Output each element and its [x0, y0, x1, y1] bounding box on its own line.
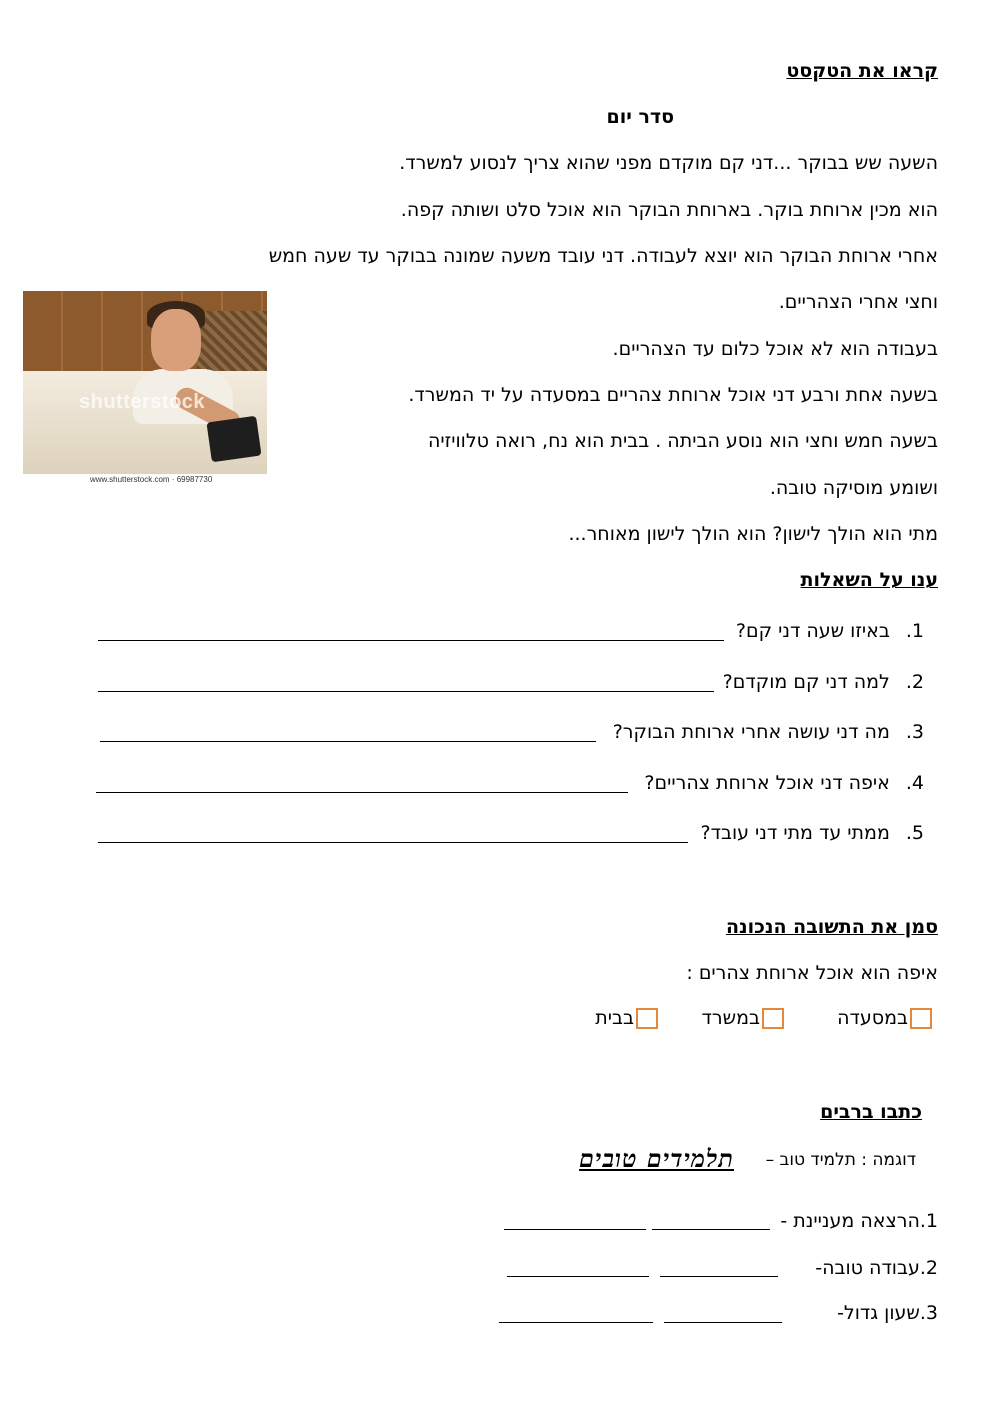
option-office[interactable] [702, 1007, 784, 1029]
plural-answer-line[interactable] [504, 1229, 646, 1230]
plural-item: 2.עבודה טובה- [815, 1257, 938, 1279]
plural-answer-line[interactable] [652, 1229, 770, 1230]
question-number: 2. [905, 671, 924, 693]
reading-line: וחצי אחרי הצהריים. [778, 291, 938, 313]
question-text: מה דני עושה אחרי ארוחת הבוקר? [612, 721, 890, 743]
questions-heading: ענו על השאלות [800, 569, 938, 591]
plural-example-label: דוגמה : תלמיד טוב – [765, 1150, 916, 1170]
photo-caption: www.shutterstock.com · 69987730 [90, 475, 213, 484]
plural-answer-line[interactable] [499, 1322, 653, 1323]
reading-line: הוא מכין ארוחת בוקר. בארוחת הבוקר הוא אוכל סלט ושותה קפה. [400, 199, 938, 221]
reading-line: בשעה חמש וחצי הוא נוסע הביתה . בבית הוא נח, רואה טלוויזיה [428, 430, 938, 452]
reading-line: אחרי ארוחת הבוקר הוא יוצא לעבודה. דני עובד משעה שמונה בבוקר עד שעה חמש [268, 245, 938, 267]
photo-watermark: shutterstock [79, 391, 206, 413]
plural-item: 3.שעון גדול- [837, 1302, 938, 1324]
answer-line-2[interactable] [98, 691, 714, 692]
plural-heading: כתבו ברבים [820, 1101, 922, 1123]
reading-line: מתי הוא הולך לישון? הוא הולך לישון מאוחר... [568, 523, 938, 545]
option-home[interactable] [595, 1007, 658, 1029]
option-label: במסעדה [837, 1007, 908, 1029]
option-label: במשרד [701, 1007, 760, 1029]
mark-heading: סמן את התשובה הנכונה [725, 916, 938, 938]
plural-answer-line[interactable] [507, 1276, 649, 1277]
question-number: 5. [905, 822, 924, 844]
question-text: למה דני קם מוקדם? [722, 671, 890, 693]
question-item [723, 671, 924, 693]
alarm-clock-icon [206, 416, 261, 463]
plural-item: 1.הרצאה מעניינת - [780, 1210, 938, 1232]
checkbox-icon[interactable] [762, 1008, 784, 1029]
question-text: ממתי עד מתי דני עובד? [700, 822, 890, 844]
question-number: 1. [905, 620, 924, 642]
answer-line-3[interactable] [100, 741, 596, 742]
question-item [613, 721, 924, 743]
question-item [736, 620, 924, 642]
reading-line: בשעה אחת ורבע דני אוכל ארוחת צהריים במסעדה על יד המשרד. [408, 384, 938, 406]
plural-answer-line[interactable] [660, 1276, 778, 1277]
checkbox-icon[interactable] [636, 1008, 658, 1029]
question-number: 3. [905, 721, 924, 743]
question-number: 4. [905, 772, 924, 794]
answer-line-4[interactable] [96, 792, 628, 793]
option-label: בבית [595, 1007, 634, 1029]
question-text: איפה דני אוכל ארוחת צהריים? [644, 772, 890, 794]
reading-line: בעבודה הוא לא אוכל כלום עד הצהריים. [612, 338, 938, 360]
question-item [701, 822, 925, 844]
plural-example-answer: תלמידים טובים [579, 1144, 734, 1173]
plural-answer-line[interactable] [664, 1322, 782, 1323]
reading-line: השעה שש בבוקר ...דני קם מוקדם מפני שהוא צריך לנסוע למשרד. [399, 152, 938, 174]
reading-line: ושומע מוסיקה טובה. [769, 477, 938, 499]
question-item [644, 772, 924, 794]
question-text: באיזו שעה דני קם? [735, 620, 890, 642]
answer-line-5[interactable] [98, 842, 688, 843]
reading-heading: קראו את הטקסט [786, 60, 938, 82]
man-waking-photo [23, 291, 267, 474]
answer-line-1[interactable] [98, 640, 724, 641]
reading-title: סדר יום [606, 106, 674, 128]
option-restaurant[interactable] [837, 1007, 932, 1029]
checkbox-icon[interactable] [910, 1008, 932, 1029]
mark-question: איפה הוא אוכל ארוחת צהרים : [686, 962, 938, 984]
